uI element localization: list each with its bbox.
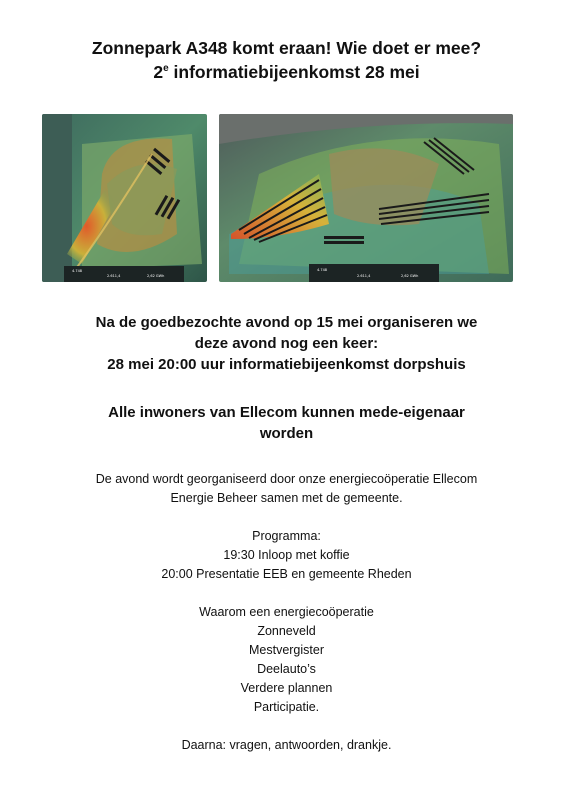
left-map-stat2: 2.611,4 bbox=[107, 274, 121, 278]
page-title: Zonnepark A348 komt eraan! Wie doet er mee? bbox=[91, 38, 482, 58]
announcement-line-3: 28 mei 20:00 uur informatiebijeenkomst dorpshuis bbox=[107, 356, 466, 373]
ownership-line-2: worden bbox=[259, 425, 314, 442]
left-map-stat3: 2,62 GWh bbox=[147, 274, 165, 278]
announcement-line-2: deze avond nog een keer: bbox=[194, 335, 379, 352]
right-map-stat2: 2.611,4 bbox=[357, 274, 371, 278]
subtitle-rest: informatiebijeenkomst 28 mei bbox=[168, 62, 420, 82]
program-heading: Programma: bbox=[252, 529, 321, 543]
page-subtitle bbox=[0, 60, 573, 84]
aerial-map-right bbox=[219, 114, 513, 282]
right-map-stat1: 4.748 bbox=[317, 268, 328, 272]
aerial-map-left bbox=[42, 114, 207, 282]
subtitle-number: 2 bbox=[153, 62, 164, 82]
closing-line: Daarna: vragen, antwoorden, drankje. bbox=[181, 738, 392, 752]
organizer-line-1: De avond wordt georganiseerd door onze energiecoöperatie Ellecom bbox=[95, 472, 478, 486]
topics-heading: Waarom een energiecoöperatie bbox=[199, 605, 374, 619]
topic-item: Deelauto’s bbox=[257, 662, 316, 676]
subtitle-superscript: e bbox=[163, 63, 169, 75]
right-map-stat3: 2,62 GWh bbox=[401, 274, 419, 278]
ownership-line-1: Alle inwoners van Ellecom kunnen mede-eigenaar bbox=[108, 404, 465, 421]
organizer-line-2: Energie Beheer samen met de gemeente. bbox=[170, 491, 403, 505]
program-item: 20:00 Presentatie EEB en gemeente Rheden bbox=[161, 567, 412, 581]
topic-item: Verdere plannen bbox=[240, 681, 333, 695]
topic-item: Participatie. bbox=[253, 700, 320, 714]
program-item: 19:30 Inloop met koffie bbox=[223, 548, 350, 562]
topic-item: Mestvergister bbox=[248, 643, 325, 657]
left-map-stat1: 4.748 bbox=[72, 269, 83, 273]
topic-item: Zonneveld bbox=[257, 624, 316, 638]
announcement-line-1: Na de goedbezochte avond op 15 mei organiseren we bbox=[95, 314, 478, 331]
